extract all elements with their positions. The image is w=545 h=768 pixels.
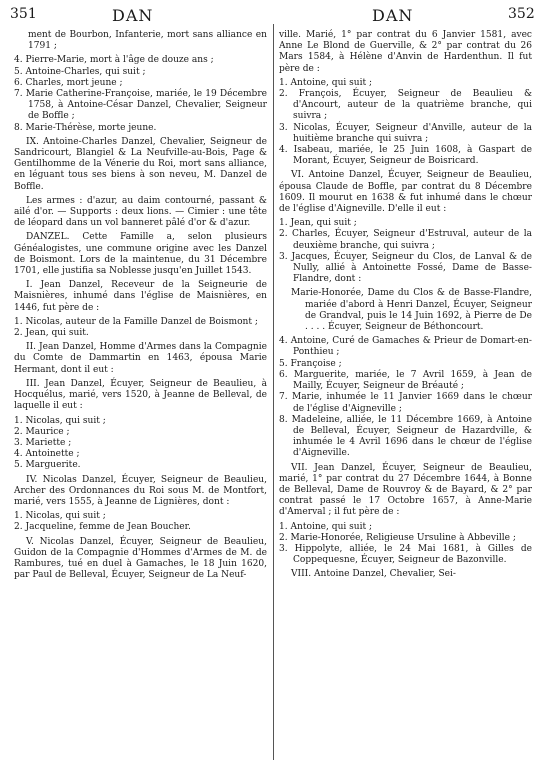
coat-of-arms: Les armes : d'azur, au daim contourné, passant & ailé d'or. — Supports : deux lions. — Cimier : une tête de léopard dans un vol banneret pâlé d'or & d'azur. — [14, 195, 267, 229]
children-list — [279, 78, 532, 168]
list-item: 1. Jean, qui suit ; — [279, 218, 357, 229]
list-item: 2. Maurice ; — [14, 426, 70, 437]
list-item: 2. Charles, Écuyer, Seigneur d'Estruval, auteur de la deuxième branche, qui suivra ; — [279, 229, 532, 251]
generation-paragraph: III. Jean Danzel, Écuyer, Seigneur de Beaulieu, à Hocquélus, marié, vers 1520, à Jeanne de Belleval, de laquelle il eut : — [14, 378, 267, 412]
generation-paragraph: IX. Antoine-Charles Danzel, Chevalier, Seigneur de Sandricourt, Blangiel & La Neufville-au-Bois, Page & Gentilhomme de la Vénerie du Roi, mort sans alliance, en léguant tous ses biens à son neveu, M. Danzel de Boffle. — [14, 136, 267, 192]
list-item: 3. Mariette ; — [14, 437, 72, 448]
list-item: 1. Nicolas, qui suit ; — [14, 511, 106, 522]
right-page-number: 352 — [508, 6, 535, 22]
list-item: 3. Nicolas, Écuyer, Seigneur d'Anville, auteur de la huitième branche qui suivra ; — [279, 122, 532, 144]
list-item: 4. Antoinette ; — [14, 449, 80, 460]
left-column — [14, 30, 267, 584]
children-list — [14, 511, 267, 533]
list-item: 2. Jacqueline, femme de Jean Boucher. — [14, 522, 191, 533]
left-running-title: DAN — [112, 6, 154, 25]
list-item: 2. Jean, qui suit. — [14, 328, 89, 339]
list-item: 1. Antoine, qui suit ; — [279, 521, 373, 532]
sub-entry: Marie-Honorée, Dame du Clos & de Basse-Flandre, mariée d'abord à Henri Danzel, Écuyer, Seigneur de Grandval, puis le 14 Juin 1692, à Pierre de De . . . . Écuyer, Seigneur de Béthoncourt. — [291, 288, 532, 333]
list-item: 4. Pierre-Marie, mort à l'âge de douze ans ; — [14, 55, 214, 66]
generation-paragraph: IV. Nicolas Danzel, Écuyer, Seigneur de Beaulieu, Archer des Ordonnances du Roi sous M. de Montfort, marié, vers 1555, à Jeanne de Lignières, dont : — [14, 474, 267, 507]
children-list — [279, 336, 532, 459]
right-running-title: DAN — [372, 6, 414, 25]
list-item: 2. François, Écuyer, Seigneur de Beaulieu & d'Ancourt, auteur de la quatrième branche, qui suivra ; — [279, 89, 532, 122]
children-list — [14, 416, 267, 472]
generation-paragraph: II. Jean Danzel, Homme d'Armes dans la Compagnie du Comte de Dammartin en 1463, épousa Marie Hermant, dont il eut : — [14, 342, 267, 375]
list-item: 7. Marie, inhumée le 11 Janvier 1669 dans le chœur de l'église d'Aigneville ; — [279, 392, 532, 414]
right-column — [279, 30, 532, 584]
list-item: 6. Marguerite, mariée, le 7 Avril 1659, à Jean de Mailly, Écuyer, Seigneur de Bréauté ; — [279, 369, 532, 392]
list-item: 4. Isabeau, mariée, le 25 Juin 1608, à Gaspart de Morant, Écuyer, Seigneur de Boisricard. — [279, 145, 532, 167]
list-item: 1. Nicolas, auteur de la Famille Danzel de Boismont ; — [14, 316, 258, 327]
list-item: 3. Hippolyte, alliée, le 24 Mai 1681, à Gilles de Coppequesne, Écuyer, Seigneur de Bazonville. — [279, 543, 532, 566]
generation-paragraph: V. Nicolas Danzel, Écuyer, Seigneur de Beaulieu, Guidon de la Compagnie d'Hommes d'Armes de M. de Rambures, tué en duel à Gamaches, le 18 Juin 1620, par Paul de Belleval, Écuyer, Seigneur de La Neuf- — [14, 536, 267, 581]
list-item: 5. Antoine-Charles, qui suit ; — [14, 66, 146, 77]
left-page-number: 351 — [10, 6, 37, 22]
family-entry: DANZEL. Cette Famille a, selon plusieurs Généalogistes, une commune origine avec les Danzel de Boismont. Lors de la maintenue, du 31 Décembre 1701, elle justifia sa Noblesse jusqu'en Juillet 1543. — [14, 232, 267, 277]
list-item: 5. Marguerite. — [14, 460, 81, 471]
list-item: 5. Françoise ; — [279, 358, 342, 369]
continued-entry: ville. Marié, 1° par contrat du 6 Janvier 1581, avec Anne Le Blond de Guerville, & 2° par contrat du 26 Mars 1584, à Hélène d'Anvin de Hardenthun. Il fut père de : — [279, 30, 532, 74]
list-item: 1. Nicolas, qui suit ; — [14, 415, 106, 426]
continued-entry: ment de Bourbon, Infanterie, mort sans alliance en 1791 ; — [28, 30, 267, 52]
column-divider — [273, 24, 274, 760]
generation-paragraph: VII. Jean Danzel, Écuyer, Seigneur de Beaulieu, marié, 1° par contrat du 27 Décembre 1644, à Bonne de Belleval, Dame de Rouvroy & de Bayard, & 2° par contrat passé le 17 Octobre 1657, à Anne-Marie d'Amerval ; il fut père de : — [279, 462, 532, 518]
list-item: 7. Marie Catherine-Françoise, mariée, le 19 Décembre 1758, à Antoine-César Danzel, Chevalier, Seigneur de Boffle ; — [14, 89, 267, 122]
list-item: 6. Charles, mort jeune ; — [14, 77, 123, 88]
children-list — [14, 55, 267, 133]
children-list — [14, 317, 267, 339]
list-item: 4. Antoine, Curé de Gamaches & Prieur de Domart-en-Ponthieu ; — [279, 336, 532, 358]
children-list — [279, 522, 532, 567]
generation-paragraph: I. Jean Danzel, Receveur de la Seigneurie de Maisnières, inhumé dans l'église de Maisnières, en 1446, fut père de : — [14, 280, 267, 313]
list-item: 1. Antoine, qui suit ; — [279, 77, 373, 88]
generation-paragraph: VIII. Antoine Danzel, Chevalier, Sei- — [291, 569, 456, 580]
generation-paragraph: VI. Antoine Danzel, Écuyer, Seigneur de Beaulieu, épousa Claude de Boffle, par contrat du 8 Décembre 1609. Il mourut en 1638 & fut inhumé dans le chœur de l'église d'Aigneville. D'elle il eut : — [279, 170, 532, 215]
list-item: 3. Jacques, Écuyer, Seigneur du Clos, de Lanval & de Nully, allié à Antoinette Fossé, Dame de Basse-Flandre, dont : — [279, 251, 532, 285]
list-item: 8. Madeleine, alliée, le 11 Décembre 1669, à Antoine de Belleval, Écuyer, Seigneur de Hazardville, & inhumée le 4 Avril 1696 dans le chœur de l'église d'Aigneville. — [279, 414, 532, 459]
list-item: 8. Marie-Thérèse, morte jeune. — [14, 122, 157, 133]
children-list — [279, 218, 532, 285]
list-item: 2. Marie-Honorée, Religieuse Ursuline à Abbeville ; — [279, 532, 516, 543]
